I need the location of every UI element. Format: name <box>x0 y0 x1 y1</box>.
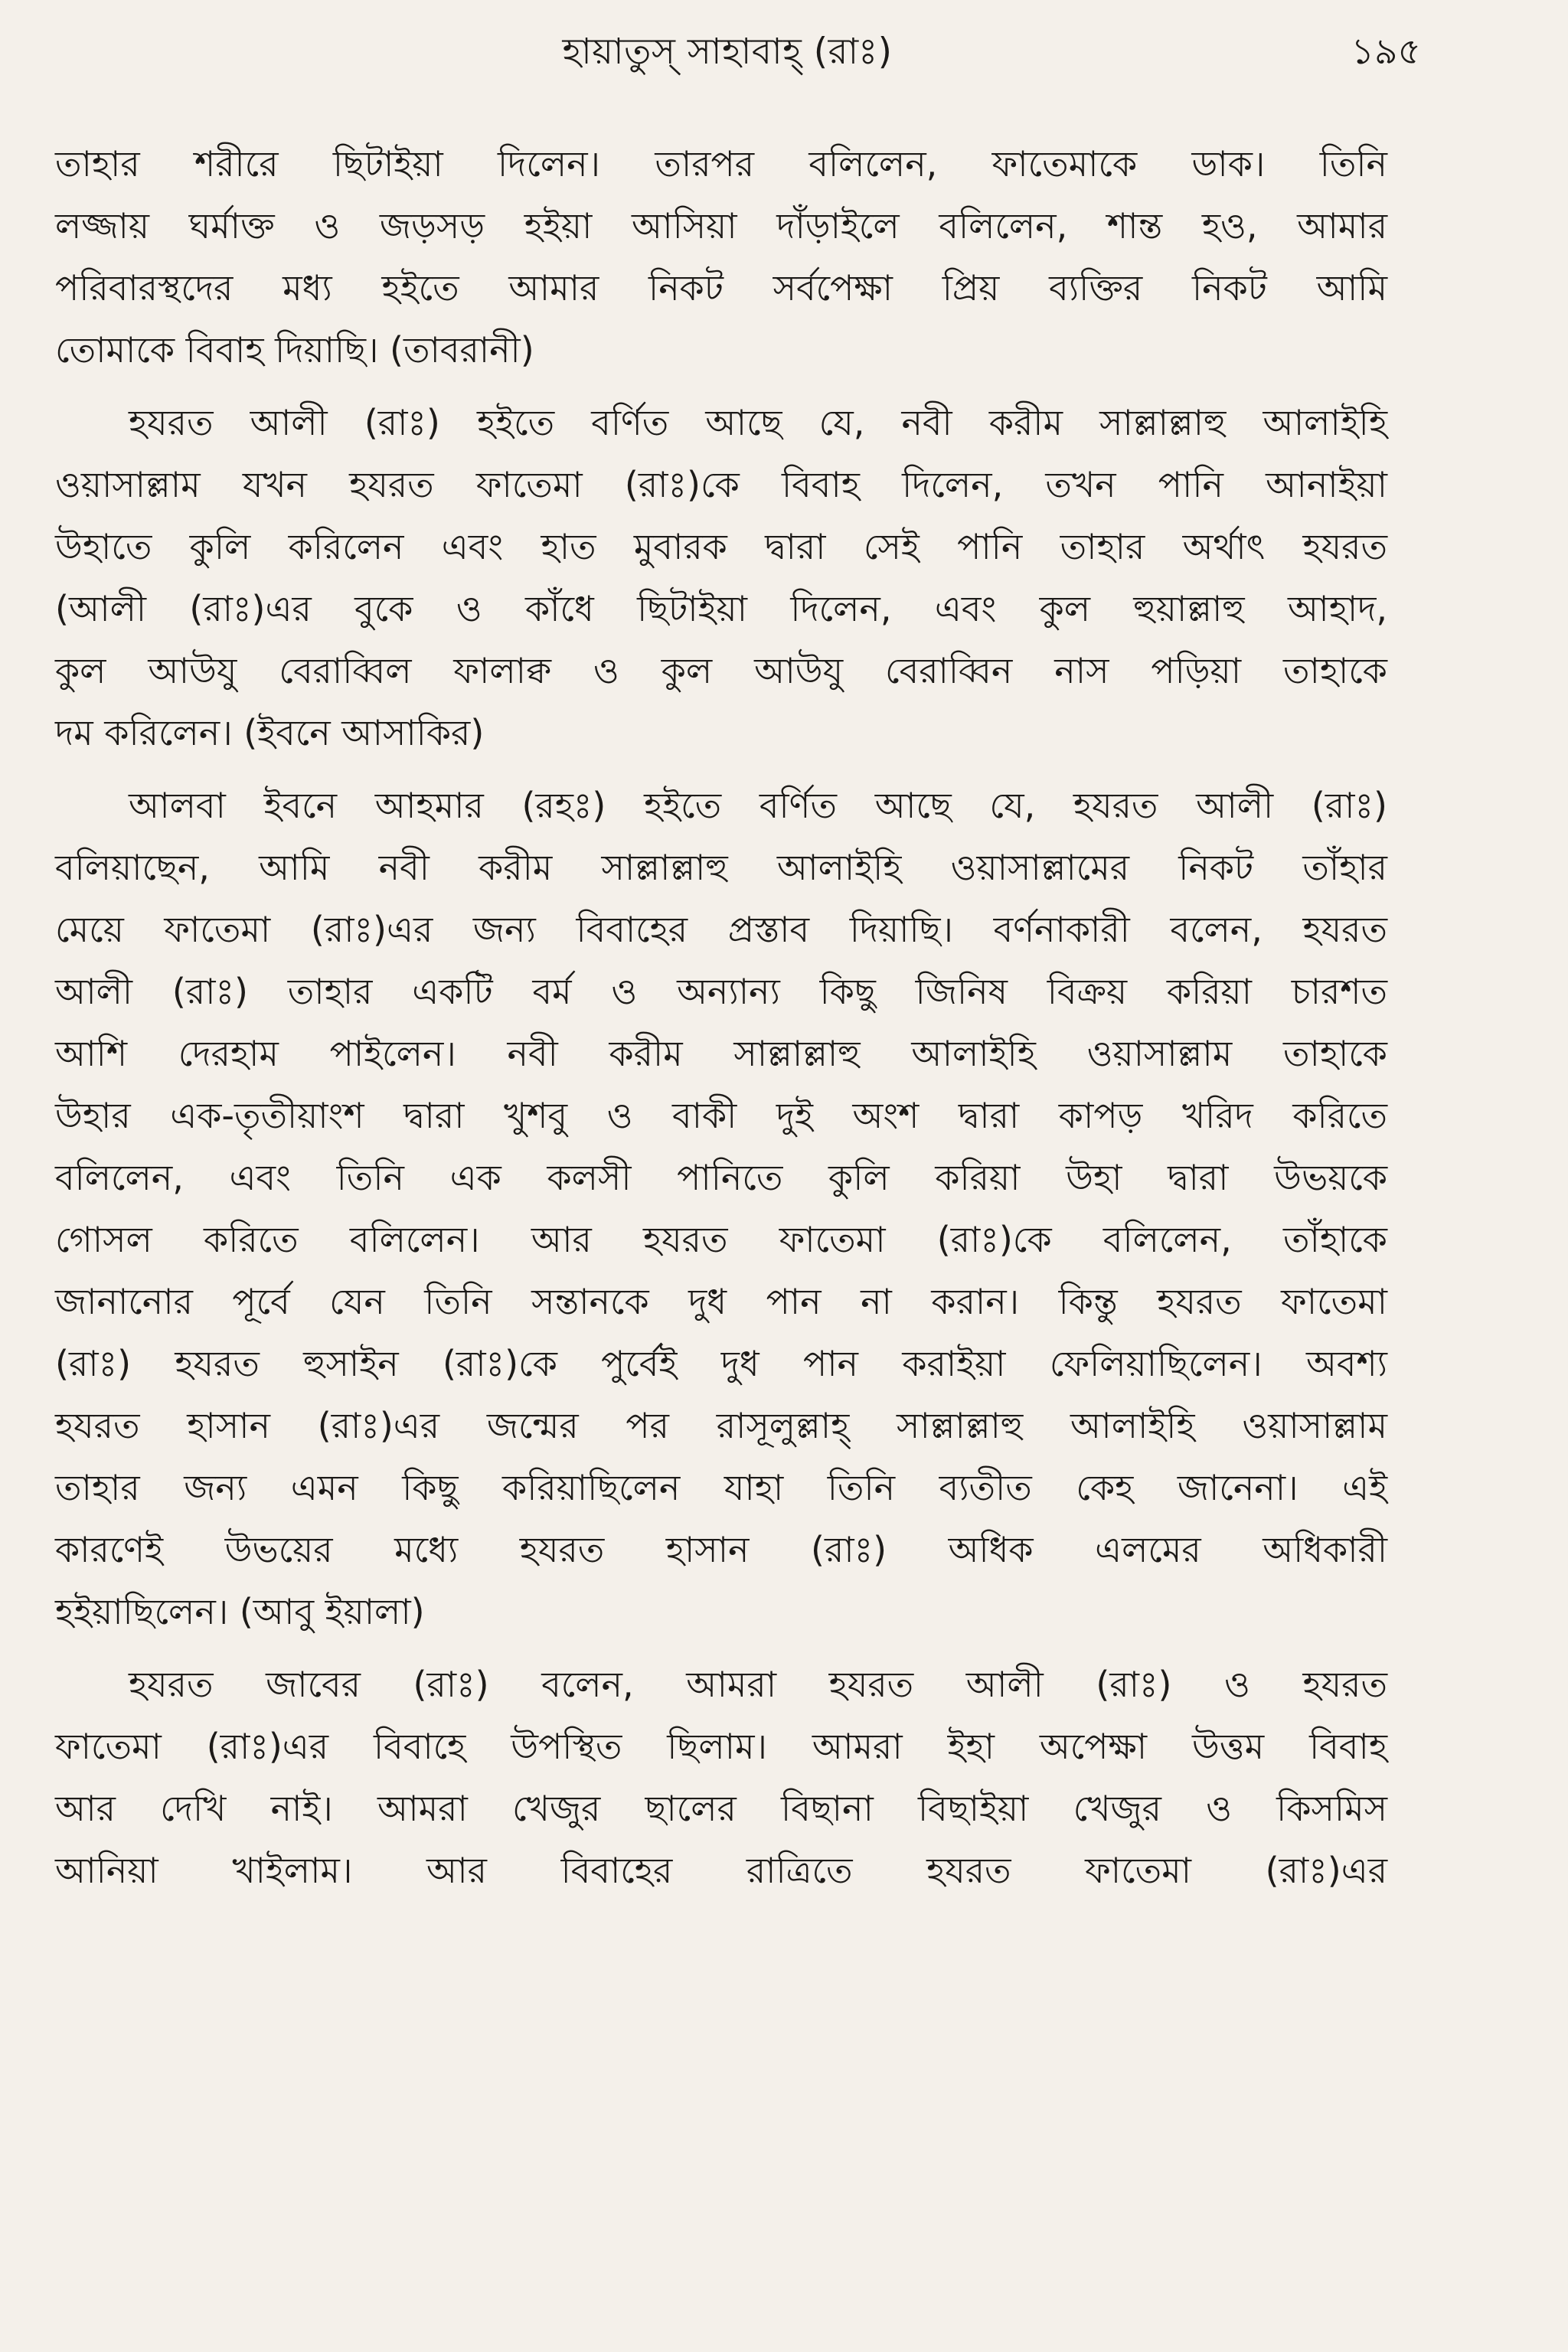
text-line: আলী (রাঃ) তাহার একটি বর্ম ও অন্যান্য কিছু জিনিষ বিক্রয় করিয়া চারশত <box>55 971 1387 1012</box>
paragraph <box>55 1654 1387 1902</box>
paragraph <box>55 775 1387 1643</box>
text-line: আলবা ইবনে আহমার (রহঃ) হইতে বর্ণিত আছে যে, হযরত আলী (রাঃ) <box>129 785 1387 826</box>
text-line: তাহার জন্য এমন কিছু করিয়াছিলেন যাহা তিনি ব্যতীত কেহ জানেনা। এই <box>55 1467 1387 1508</box>
text-line: তোমাকে বিবাহ দিয়াছি। (তাবরানী) <box>55 329 534 371</box>
text-line: কুল আউযু বেরাব্বিল ফালাক্ব ও কুল আউযু বেরাব্বিন নাস পড়িয়া তাহাকে <box>55 650 1387 691</box>
text-line: (রাঃ) হযরত হুসাইন (রাঃ)কে পুর্বেই দুধ পান করাইয়া ফেলিয়াছিলেন। অবশ্য <box>55 1343 1387 1384</box>
text-line: আশি দেরহাম পাইলেন। নবী করীম সাল্লাল্লাহু আলাইহি ওয়াসাল্লাম তাহাকে <box>55 1033 1387 1074</box>
text-line: ওয়াসাল্লাম যখন হযরত ফাতেমা (রাঃ)কে বিবাহ দিলেন, তখন পানি আনাইয়া <box>55 464 1387 505</box>
text-line: লজ্জায় ঘর্মাক্ত ও জড়সড় হইয়া আসিয়া দাঁড়াইলে বলিলেন, শান্ত হও, আমার <box>55 205 1387 247</box>
text-line: হযরত হাসান (রাঃ)এর জন্মের পর রাসূলুল্লাহ্ সাল্লাল্লাহু আলাইহি ওয়াসাল্লাম <box>55 1405 1387 1446</box>
text-line: পরিবারস্থদের মধ্য হইতে আমার নিকট সর্বপেক্ষা প্রিয় ব্যক্তির নিকট আমি <box>55 267 1387 309</box>
paragraph <box>55 392 1387 764</box>
page-number: ১৯৫ <box>1351 31 1421 73</box>
text-line: উহার এক-তৃতীয়াংশ দ্বারা খুশবু ও বাকী দুই অংশ দ্বারা কাপড় খরিদ করিতে <box>55 1095 1387 1136</box>
text-line: বলিয়াছেন, আমি নবী করীম সাল্লাল্লাহু আলাইহি ওয়াসাল্লামের নিকট তাঁহার <box>55 847 1387 888</box>
text-line: আর দেখি নাই। আমরা খেজুর ছালের বিছানা বিছাইয়া খেজুর ও কিসমিস <box>55 1788 1387 1829</box>
text-line: উহাতে কুলি করিলেন এবং হাত মুবারক দ্বারা সেই পানি তাহার অর্থাৎ হযরত <box>55 526 1387 567</box>
text-line: দম করিলেন। (ইবনে আসাকির) <box>55 712 485 753</box>
text-line: হইয়াছিলেন। (আবু ইয়ালা) <box>55 1591 425 1632</box>
text-line: বলিলেন, এবং তিনি এক কলসী পানিতে কুলি করিয়া উহা দ্বারা উভয়কে <box>55 1157 1387 1198</box>
text-line: হযরত আলী (রাঃ) হইতে বর্ণিত আছে যে, নবী করীম সাল্লাল্লাহু আলাইহি <box>129 402 1387 443</box>
text-line: (আলী (রাঃ)এর বুকে ও কাঁধে ছিটাইয়া দিলেন, এবং কুল হুয়াল্লাহু আহাদ, <box>55 588 1387 629</box>
paragraph <box>55 133 1387 381</box>
text-line: কারণেই উভয়ের মধ্যে হযরত হাসান (রাঃ) অধিক এলমের অধিকারী <box>55 1529 1387 1570</box>
text-line: আনিয়া খাইলাম। আর বিবাহের রাত্রিতে হযরত ফাতেমা (রাঃ)এর <box>55 1850 1387 1891</box>
body-text <box>55 133 1387 1902</box>
text-line: ফাতেমা (রাঃ)এর বিবাহে উপস্থিত ছিলাম। আমরা ইহা অপেক্ষা উত্তম বিবাহ <box>55 1726 1387 1767</box>
text-line: তাহার শরীরে ছিটাইয়া দিলেন। তারপর বলিলেন, ফাতেমাকে ডাক। তিনি <box>55 143 1387 185</box>
text-line: হযরত জাবের (রাঃ) বলেন, আমরা হযরত আলী (রাঃ) ও হযরত <box>129 1664 1387 1705</box>
page-header <box>0 21 1568 83</box>
text-line: মেয়ে ফাতেমা (রাঃ)এর জন্য বিবাহের প্রস্তাব দিয়াছি। বর্ণনাকারী বলেন, হযরত <box>55 909 1387 950</box>
text-line: জানানোর পূর্বে যেন তিনি সন্তানকে দুধ পান না করান। কিন্তু হযরত ফাতেমা <box>55 1281 1387 1322</box>
running-title: হায়াতুস্ সাহাবাহ্ (রাঃ) <box>562 31 893 73</box>
text-line: গোসল করিতে বলিলেন। আর হযরত ফাতেমা (রাঃ)কে বলিলেন, তাঁহাকে <box>55 1219 1387 1260</box>
